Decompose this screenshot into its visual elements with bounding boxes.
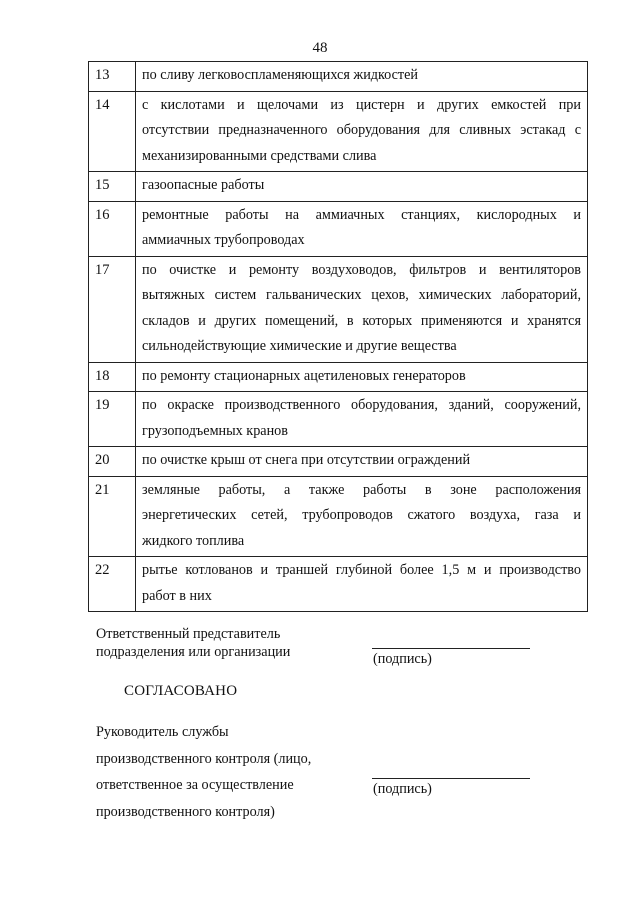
head-line-3: ответственное за осуществление <box>96 777 294 793</box>
row-description <box>136 62 588 92</box>
row-number: 22 <box>89 557 136 612</box>
head-line-2: производственного контроля (лицо, <box>96 750 312 767</box>
description-line: сильнодействующие химические и другие вещества <box>142 338 457 354</box>
row-description <box>136 447 588 477</box>
description-line: энергетических сетей, трубопроводов сжатого воздуха, газа и <box>142 507 581 523</box>
representative-signature-line <box>372 648 530 649</box>
table-row <box>89 62 588 92</box>
head-signature-line <box>372 778 530 779</box>
description-line: грузоподъемных кранов <box>142 422 288 439</box>
table-row <box>89 201 588 256</box>
representative-signature-caption: (подпись) <box>373 651 432 667</box>
row-description <box>136 256 588 362</box>
representative-label <box>96 626 290 661</box>
table-row <box>89 476 588 557</box>
representative-line-1: Ответственный представитель <box>96 626 281 642</box>
description-line: по ремонту стационарных ацетиленовых генераторов <box>142 367 466 384</box>
table-row <box>89 172 588 202</box>
description-line: газоопасные работы <box>142 177 265 193</box>
row-description <box>136 362 588 392</box>
description-line: земляные работы, а также работы в зоне расположения <box>142 481 581 498</box>
description-line: механизированными средствами слива <box>142 147 377 164</box>
agreed-heading: СОГЛАСОВАНО <box>124 683 238 699</box>
description-line: аммиачных трубопроводах <box>142 232 305 248</box>
table-row <box>89 91 588 172</box>
head-line-4: производственного контроля) <box>96 803 275 820</box>
row-number: 15 <box>89 172 136 202</box>
row-number: 19 <box>89 392 136 447</box>
row-description <box>136 172 588 202</box>
table-row <box>89 557 588 612</box>
description-line: по очистке и ремонту воздуховодов, фильтров и вентиляторов <box>142 261 581 278</box>
representative-line-2: подразделения или организации <box>96 643 291 660</box>
table-row <box>89 392 588 447</box>
description-line: с кислотами и щелочами из цистерн и других емкостей при <box>142 96 581 113</box>
table-row <box>89 447 588 477</box>
page-number: 48 <box>312 40 328 56</box>
description-line: отсутствии предназначенного оборудования для сливных эстакад с <box>142 122 581 138</box>
description-line: по очистке крыш от снега при отсутствии ограждений <box>142 452 471 468</box>
head-of-control-label <box>96 719 311 825</box>
table-row <box>89 362 588 392</box>
table-row <box>89 256 588 362</box>
head-signature-caption: (подпись) <box>373 781 432 797</box>
works-table-body <box>89 62 588 612</box>
row-number: 18 <box>89 362 136 392</box>
row-number: 20 <box>89 447 136 477</box>
row-number: 17 <box>89 256 136 362</box>
description-line: работ в них <box>142 587 212 604</box>
row-number: 21 <box>89 476 136 557</box>
row-number: 16 <box>89 201 136 256</box>
description-line: складов и других помещений, в которых применяются и хранятся <box>142 312 581 329</box>
head-line-1: Руководитель службы <box>96 724 229 740</box>
row-description <box>136 392 588 447</box>
description-line: по сливу легковоспламеняющихся жидкостей <box>142 67 419 83</box>
description-line: жидкого топлива <box>142 532 245 549</box>
row-number: 14 <box>89 91 136 172</box>
description-line: рытье котлованов и траншей глубиной более 1,5 м и производство <box>142 562 581 578</box>
row-number: 13 <box>89 62 136 92</box>
works-table <box>88 61 588 612</box>
description-line: по окраске производственного оборудования, зданий, сооружений, <box>142 397 581 413</box>
row-description <box>136 557 588 612</box>
description-line: вытяжных систем гальванических цехов, химических лабораторий, <box>142 287 581 303</box>
row-description <box>136 91 588 172</box>
description-line: ремонтные работы на аммиачных станциях, кислородных и <box>142 206 581 223</box>
row-description <box>136 201 588 256</box>
row-description <box>136 476 588 557</box>
